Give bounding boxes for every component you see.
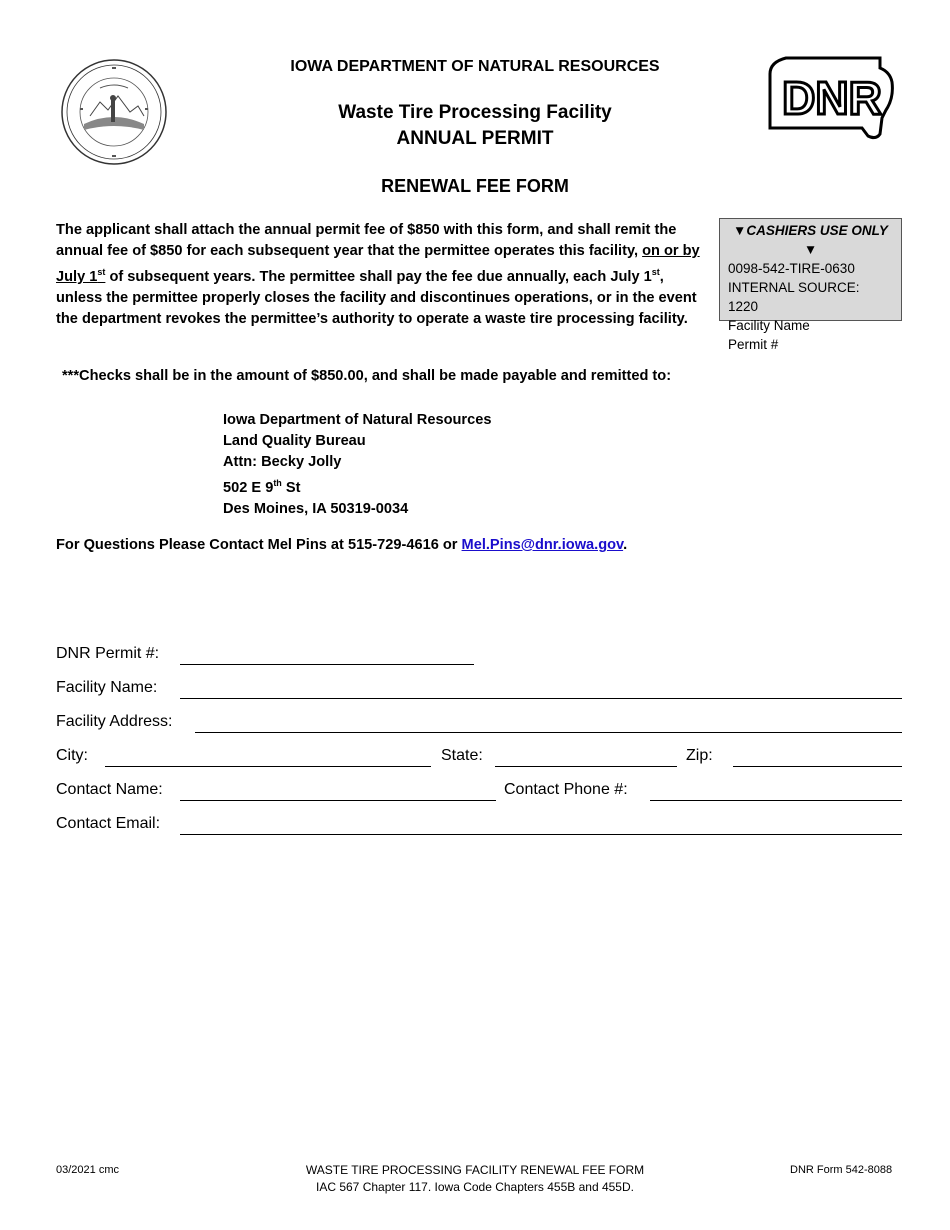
facility-address-label: Facility Address: [56, 713, 173, 730]
dnr-logo-text: DNR [782, 72, 882, 124]
facility-address-field[interactable] [195, 732, 902, 733]
intro-paragraph: The applicant shall attach the annual permit fee of $850 with this form, and shall remit the annual fee of $850 for each subsequent year that the permittee operates this facility, on or by July 1st of subsequent years. The permittee shall pay the fee due annually, each July 1st, unless the permittee properly closes the facility and discontinues operations, or in the event the department revokes the permittee’s authority to operate a waste tire processing facility. [56, 222, 700, 327]
contact-phone-label: Contact Phone #: [504, 781, 628, 798]
contact-email-label: Contact Email: [56, 815, 161, 832]
contact-name-field[interactable] [180, 800, 496, 801]
cashiers-internal-source: INTERNAL SOURCE: 1220 [728, 280, 860, 314]
facility-name-label: Facility Name: [56, 679, 158, 696]
city-label: City: [56, 747, 88, 764]
state-field[interactable] [495, 766, 677, 767]
contact-name-label: Contact Name: [56, 781, 163, 798]
contact-email-field[interactable] [180, 834, 902, 835]
permit-number-label: DNR Permit #: [56, 645, 160, 662]
checks-note: ***Checks shall be in the amount of $850.00, and shall be made payable and remitted to: [62, 368, 672, 384]
zip-field[interactable] [733, 766, 902, 767]
cashiers-facility-name: Facility Name [728, 318, 810, 333]
city-field[interactable] [105, 766, 431, 767]
facility-name-field[interactable] [180, 698, 902, 699]
contact-phone-field[interactable] [650, 800, 902, 801]
zip-label: Zip: [686, 747, 713, 764]
state-label: State: [441, 747, 483, 764]
cashiers-heading: ▼CASHIERS USE ONLY ▼ [733, 223, 888, 257]
cashiers-permit: Permit # [728, 337, 779, 352]
questions-contact: For Questions Please Contact Mel Pins at 515-729-4616 or Mel.Pins@dnr.iowa.gov. [56, 537, 628, 553]
cashiers-use-box [719, 218, 902, 352]
permit-number-field[interactable] [180, 664, 474, 665]
footer-center: WASTE TIRE PROCESSING FACILITY RENEWAL FEE FORM IAC 567 Chapter 117. Iowa Code Chapters 455B and 455D. [305, 1163, 645, 1194]
contact-email-link[interactable]: Mel.Pins@dnr.iowa.gov [461, 537, 624, 553]
form-heading: RENEWAL FEE FORM [381, 176, 569, 196]
form-subtitle: ANNUAL PERMIT [396, 128, 554, 149]
mailing-address: Iowa Department of Natural Resources Land Quality Bureau Attn: Becky Jolly 502 E 9th St Des Moines, IA 50319-0034 [223, 412, 492, 517]
cashiers-code: 0098-542-TIRE-0630 [728, 261, 855, 276]
footer-form-number: DNR Form 542-8088 [790, 1164, 893, 1176]
department-name: IOWA DEPARTMENT OF NATURAL RESOURCES [290, 58, 660, 75]
form-title: Waste Tire Processing Facility [338, 102, 612, 123]
footer-date: 03/2021 cmc [56, 1164, 119, 1176]
